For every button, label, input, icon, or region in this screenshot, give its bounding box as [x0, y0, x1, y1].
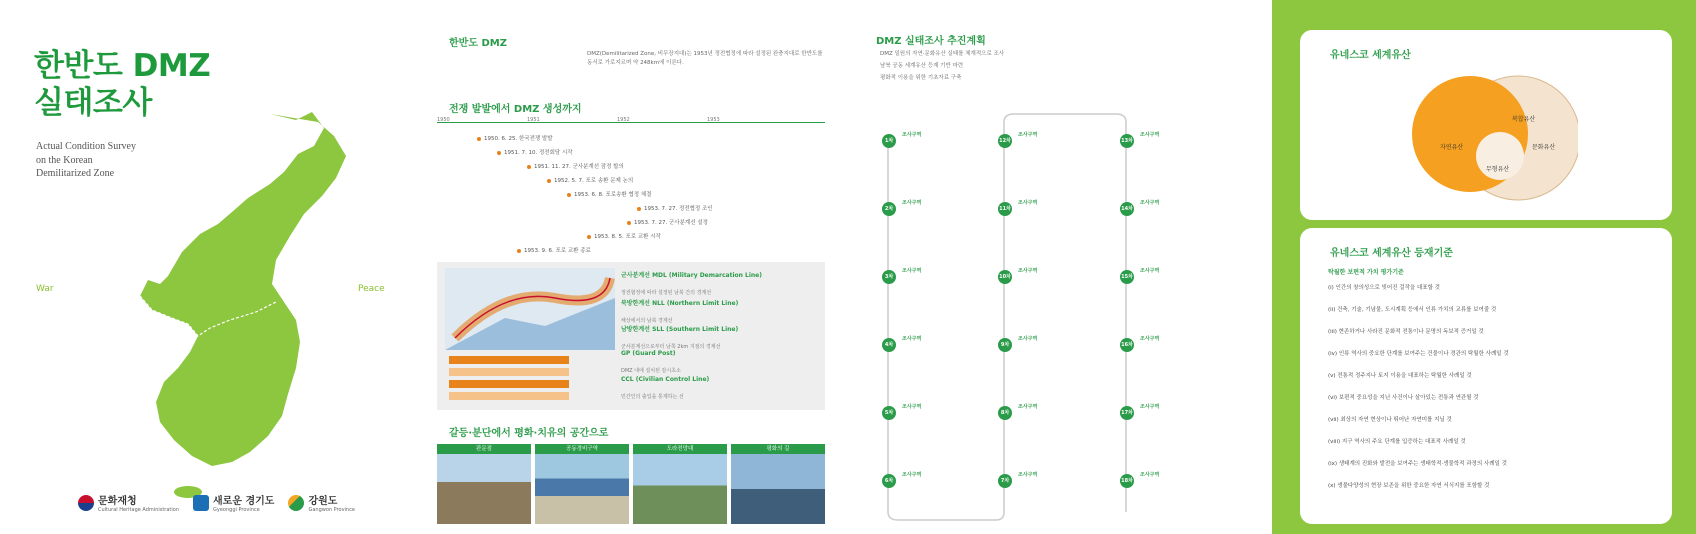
criteria-item: (viii) 지구 역사의 주요 단계를 입증하는 대표적 사례일 것	[1328, 439, 1466, 445]
timeline-item: 1953. 7. 27. 군사분계선 설정	[627, 218, 708, 226]
plan-step-label: 조사구역	[1018, 132, 1038, 138]
plan-step-node: 9차	[998, 338, 1012, 352]
cover-panel	[0, 0, 424, 534]
plan-step-label: 조사구역	[902, 336, 922, 342]
gyeonggi-emblem-icon	[193, 495, 209, 511]
war-label: War	[36, 284, 54, 294]
criteria-item: (vii) 최상의 자연 현상이나 뛰어난 자연미를 지닐 것	[1328, 417, 1452, 423]
line-text: 정전협정에 따라 설정된 남북 간의 경계선	[621, 290, 712, 296]
plan-step-text	[1018, 132, 1037, 139]
criteria-heading: 탁월한 보편적 가치 평가기준	[1328, 269, 1404, 276]
timeline-item: 1951. 11. 27. 군사분계선 잠정 합의	[527, 162, 624, 170]
plan-step-label: 조사구역	[1018, 336, 1038, 342]
title-line-2: 실태조사	[34, 85, 152, 122]
plan-step-label: 조사구역	[902, 404, 922, 410]
plan-step-text	[1018, 268, 1037, 275]
peace-label: Peace	[358, 284, 385, 294]
plan-step-text	[1140, 336, 1159, 343]
criteria-item: (vi) 보편적 중요성을 지닌 사건이나 살아있는 전통과 연관될 것	[1328, 395, 1479, 401]
unesco-panel	[1272, 0, 1696, 534]
gangwon-emblem-icon	[288, 495, 304, 511]
line-def-gp	[621, 350, 681, 376]
plan-step-label: 조사구역	[902, 472, 922, 478]
plan-step-node: 2차	[882, 202, 896, 216]
venn-diagram	[1408, 66, 1578, 206]
plan-step-node: 4차	[882, 338, 896, 352]
line-title: 군사분계선 MDL (Military Demarcation Line)	[621, 272, 762, 279]
plan-step-label: 조사구역	[1140, 472, 1160, 478]
timeline-item: 1953. 6. 8. 포로송환 협정 체결	[567, 190, 652, 198]
plan-step-label: 조사구역	[1140, 200, 1160, 206]
line-title: 북방한계선 NLL (Northern Limit Line)	[621, 300, 739, 307]
survey-plan-panel	[876, 0, 1266, 534]
axis-tick: 1952	[617, 117, 630, 123]
plan-intro-2: 남북 공동 세계유산 등재 기반 마련	[880, 63, 964, 69]
logo-name: 새로운 경기도	[213, 496, 275, 507]
line-def-ccl	[621, 376, 709, 402]
criteria-item: (ii) 건축, 기술, 기념물, 도시계획 등에서 인류 가치의 교류를 보여줄 것	[1328, 307, 1497, 313]
plan-step-text	[902, 404, 921, 411]
photo-image	[633, 454, 727, 524]
plan-step-text	[1018, 200, 1037, 207]
cha-logo	[78, 492, 179, 513]
photo-dora	[633, 444, 727, 524]
line-text: DMZ 내에 설치된 감시초소	[621, 368, 681, 374]
plan-intro-1: DMZ 일원의 자연·문화유산 실태를 체계적으로 조사	[880, 51, 1005, 57]
line-text: 민간인의 출입을 통제하는 선	[621, 394, 684, 400]
subtitle-line-3: Demilitarized Zone	[36, 168, 115, 179]
plan-step-node: 6차	[882, 474, 896, 488]
timeline-axis	[437, 122, 825, 123]
plan-step-node: 13차	[1120, 134, 1134, 148]
photo-jsa	[535, 444, 629, 524]
photo-caption: 공동경비구역	[535, 444, 629, 454]
line-def-nll	[621, 298, 738, 326]
plan-step-text	[1140, 268, 1159, 275]
plan-step-label: 조사구역	[1140, 404, 1160, 410]
photo-caption: 평화의 길	[731, 444, 825, 454]
timeline-item: 1952. 5. 7. 포로 송환 문제 논의	[547, 176, 633, 184]
plan-step-text	[1140, 132, 1159, 139]
criteria-card	[1300, 228, 1672, 524]
timeline-item: 1950. 6. 25. 한국전쟁 발발	[477, 134, 553, 142]
plan-step-node: 16차	[1120, 338, 1134, 352]
plan-step-label: 조사구역	[1018, 472, 1038, 478]
criteria-item: (i) 인간의 창의성으로 빚어진 걸작을 대표할 것	[1328, 285, 1440, 291]
plan-step-node: 8차	[998, 406, 1012, 420]
timeline-item: 1953. 9. 6. 포로 교환 종료	[517, 246, 591, 254]
line-title: CCL (Civilian Control Line)	[621, 376, 710, 383]
title-line-1: 한반도 DMZ	[34, 48, 211, 84]
plan-step-label: 조사구역	[1140, 132, 1160, 138]
logo-name: 강원도	[308, 496, 338, 507]
timeline-item: 1953. 7. 27. 정전협정 조인	[637, 204, 713, 212]
plan-step-text	[902, 336, 921, 343]
photo-image	[535, 454, 629, 524]
plan-step-text	[1140, 200, 1159, 207]
plan-step-text	[902, 200, 921, 207]
line-def-mdl	[621, 270, 762, 298]
subtitle-line-1: Actual Condition Survey	[36, 141, 136, 152]
plan-step-label: 조사구역	[1018, 268, 1038, 274]
venn-intangible-label: 무형유산	[1486, 166, 1510, 173]
axis-tick: 1953	[707, 117, 720, 123]
criteria-item: (x) 생물다양성의 현장 보존을 위한 중요한 자연 서식지를 포함할 것	[1328, 483, 1490, 489]
plan-step-node: 5차	[882, 406, 896, 420]
logo-sub: Gangwon Province	[308, 507, 355, 513]
plan-step-node: 10차	[998, 270, 1012, 284]
korean-peninsula-map	[100, 106, 360, 506]
logo-name: 문화재청	[98, 496, 137, 507]
plan-step-text	[1018, 336, 1037, 343]
plan-step-label: 조사구역	[1140, 336, 1160, 342]
plan-step-node: 3차	[882, 270, 896, 284]
line-text: 해상에서의 남북 경계선	[621, 318, 673, 324]
gangwon-logo	[288, 492, 354, 513]
unesco-card	[1300, 30, 1672, 220]
dmz-lines-box	[437, 262, 825, 410]
section-title-plan: DMZ 실태조사 추진계획	[876, 36, 986, 47]
photo-image	[731, 454, 825, 524]
line-text: 군사분계선으로부터 남쪽 2km 지점의 경계선	[621, 344, 721, 350]
card-title-unesco: 유네스코 세계유산	[1330, 50, 1411, 61]
plan-step-text	[902, 268, 921, 275]
plan-step-label: 조사구역	[902, 200, 922, 206]
photo-strip	[437, 444, 825, 524]
photo-panmunjom	[437, 444, 531, 524]
plan-step-node: 18차	[1120, 474, 1134, 488]
photo-caption: 판문점	[437, 444, 531, 454]
plan-step-text	[1140, 472, 1159, 479]
criteria-item: (ix) 생태계의 진화와 발전을 보여주는 생태학적·생물학적 과정의 사례일 것	[1328, 461, 1507, 467]
logo-sub: Cultural Heritage Administration	[98, 507, 180, 513]
section-title-history: 전쟁 발발에서 DMZ 생성까지	[449, 104, 582, 115]
criteria-item: (v) 전통적 정주지나 토지 이용을 대표하는 탁월한 사례일 것	[1328, 373, 1472, 379]
venn-cultural-label: 문화유산	[1532, 144, 1556, 151]
axis-tick: 1951	[527, 117, 540, 123]
plan-step-text	[1018, 472, 1037, 479]
section-title-peace: 갈등·분단에서 평화·치유의 공간으로	[449, 428, 609, 439]
logo-row	[78, 492, 355, 513]
plan-flow-lines	[876, 112, 1266, 522]
plan-step-label: 조사구역	[1140, 268, 1160, 274]
plan-step-node: 14차	[1120, 202, 1134, 216]
photo-image	[437, 454, 531, 524]
plan-step-node: 15차	[1120, 270, 1134, 284]
gyeonggi-logo	[193, 492, 274, 513]
plan-step-label: 조사구역	[1018, 404, 1038, 410]
venn-natural-label: 자연유산	[1440, 144, 1464, 151]
plan-step-text	[1018, 404, 1037, 411]
plan-step-node: 11차	[998, 202, 1012, 216]
venn-mixed-label: 복합유산	[1512, 116, 1536, 123]
plan-step-label: 조사구역	[1018, 200, 1038, 206]
plan-intro-3: 평화적 이용을 위한 기초자료 구축	[880, 75, 962, 81]
plan-step-text	[902, 472, 921, 479]
line-title: 남방한계선 SLL (Southern Limit Line)	[621, 326, 739, 333]
criteria-item: (iv) 인류 역사의 중요한 단계를 보여주는 건물이나 경관의 탁월한 사례일 것	[1328, 351, 1509, 357]
dmz-intro-panel	[437, 0, 827, 534]
taegeuk-icon	[78, 495, 94, 511]
plan-step-node: 17차	[1120, 406, 1134, 420]
plan-step-node: 12차	[998, 134, 1012, 148]
section-title-dmz: 한반도 DMZ	[449, 38, 507, 49]
dmz-line-map	[445, 268, 615, 404]
logo-sub: Gyeonggi Province	[213, 507, 260, 513]
subtitle-line-2: on the Korean	[36, 154, 93, 166]
timeline-item: 1953. 8. 5. 포로 교환 시작	[587, 232, 661, 240]
criteria-item: (iii) 현존하거나 사라진 문화적 전통이나 문명의 독보적 증거일 것	[1328, 329, 1484, 335]
plan-step-text	[1140, 404, 1159, 411]
plan-step-node: 7차	[998, 474, 1012, 488]
line-title: GP (Guard Post)	[621, 350, 676, 357]
plan-step-text	[902, 132, 921, 139]
plan-step-label: 조사구역	[902, 268, 922, 274]
line-def-sll	[621, 324, 738, 352]
card-title-criteria: 유네스코 세계유산 등재기준	[1330, 248, 1453, 259]
photo-caption: 도라전망대	[633, 444, 727, 454]
photo-peace-road	[731, 444, 825, 524]
timeline-item: 1951. 7. 10. 정전회담 시작	[497, 148, 573, 156]
plan-step-node: 1차	[882, 134, 896, 148]
plan-step-label: 조사구역	[902, 132, 922, 138]
dmz-description: DMZ(Demilitarized Zone, 비무장지대)는 1953년 정전협정에 따라 설정된 완충지대로 한반도를 동서로 가로지르며 약 248km에 이른다.	[587, 51, 823, 66]
axis-tick: 1950	[437, 117, 450, 123]
